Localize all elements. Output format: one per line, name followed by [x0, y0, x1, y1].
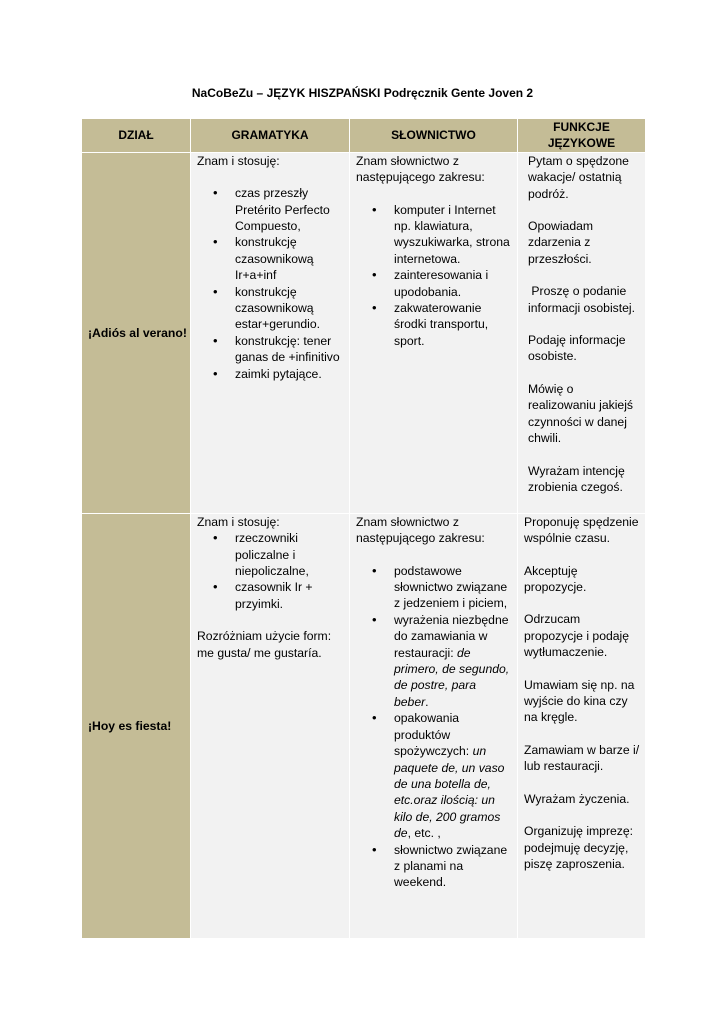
list-item: • czas przeszły Pretérito Perfecto Compuesto,: [235, 185, 345, 234]
item-text: wyrażenia niezbędne do zamawiania w restauracji:: [394, 612, 509, 660]
item-italic: un paquete de, un vaso de una botella de, etc.oraz ilością: un kilo de, 200 gramos de: [394, 744, 505, 841]
function-item: Proponuję spędzenie wspólnie czasu.: [524, 514, 639, 546]
list-item: • konstrukcję czasownikową Ir+a+inf: [235, 234, 345, 283]
function-item: Pytam o spędzone wakacje/ ostatnią podróż.: [528, 153, 629, 201]
vocabulary-list: [356, 202, 513, 350]
list-item: • rzeczowniki policzalne i niepoliczalne,: [235, 530, 345, 579]
header-slownictwo: SŁOWNICTWO: [350, 119, 518, 153]
grammar-list: [197, 185, 345, 382]
item-text: opakowania produktów spożywczych:: [394, 711, 473, 759]
grammar-list: [197, 530, 345, 612]
function-item: Odrzucam propozycje i podaję wytłumaczenie.: [524, 612, 630, 660]
item-italic: de primero, de segundo, de postre, para beber: [394, 645, 510, 709]
header-row: [82, 119, 646, 153]
item-text: , etc. ,: [407, 826, 441, 841]
section-name: ¡Adiós al verano!: [82, 152, 191, 513]
grammar-intro: Znam i stosuję:: [197, 514, 280, 529]
vocabulary-intro: Znam słownictwo z następującego zakresu:: [356, 153, 485, 185]
functions-cell: [518, 513, 646, 938]
list-item: • podstawowe słownictwo związane z jedzeniem i piciem,: [394, 563, 513, 612]
grammar-note: Rozróżniam użycie form: me gusta/ me gustaría.: [197, 629, 332, 660]
list-item: • konstrukcję: tener ganas de +infinitivo: [235, 333, 345, 366]
list-item: • komputer i Internet np. klawiatura, wyszukiwarka, strona internetowa.: [394, 202, 513, 268]
header-dzial: DZIAŁ: [82, 119, 191, 153]
list-item: • zakwaterowanie środki transportu, sport.: [394, 300, 513, 349]
list-item: • zainteresowania i upodobania.: [394, 267, 513, 300]
function-item: Podaję informacje osobiste.: [528, 333, 626, 364]
vocabulary-intro: Znam słownictwo z następującego zakresu:: [356, 514, 485, 546]
grammar-intro: Znam i stosuję:: [197, 153, 280, 168]
function-item: Opowiadam zdarzenia z przeszłości.: [528, 219, 594, 266]
item-text: .: [425, 694, 429, 709]
list-item: • słownictwo związane z planami na weekend.: [394, 842, 513, 891]
list-item: [394, 710, 513, 841]
curriculum-table: [81, 118, 646, 939]
function-item: Organizuję imprezę: podejmuję decyzję, piszę zaproszenia.: [524, 824, 634, 871]
functions-cell: [518, 152, 646, 513]
grammar-cell: [191, 513, 350, 938]
function-item: Zamawiam w barze i/ lub restauracji.: [524, 742, 640, 774]
vocabulary-cell: [350, 152, 518, 513]
vocabulary-cell: [350, 513, 518, 938]
list-item: • konstrukcję czasownikową estar+gerundio.: [235, 284, 345, 333]
function-item: Proszę o podanie informacji osobistej.: [528, 284, 636, 315]
header-gramatyka: GRAMATYKA: [191, 119, 350, 153]
list-item: • zaimki pytające.: [235, 366, 345, 382]
function-item: Wyrażam życzenia.: [524, 791, 630, 806]
function-item: Wyrażam intencję zrobienia czegoś.: [528, 463, 625, 494]
function-item: Mówię o realizowaniu jakiejś czynności w danej chwili.: [528, 381, 633, 446]
function-item: Akceptuję propozycje.: [524, 563, 587, 595]
section-name: ¡Hoy es fiesta!: [82, 513, 191, 938]
vocabulary-list: [356, 563, 513, 891]
grammar-cell: [191, 152, 350, 513]
table-row: [82, 152, 646, 513]
list-item: [394, 612, 513, 710]
list-item: • czasownik Ir + przyimki.: [235, 579, 345, 612]
table-row: [82, 513, 646, 938]
document-title: NaCoBeZu – JĘZYK HISZPAŃSKI Podręcznik Gente Joven 2: [191, 86, 534, 100]
header-funkcje: FUNKCJE JĘZYKOWE: [518, 119, 646, 153]
function-item: Umawiam się np. na wyjście do kina czy na kręgle.: [524, 677, 635, 725]
